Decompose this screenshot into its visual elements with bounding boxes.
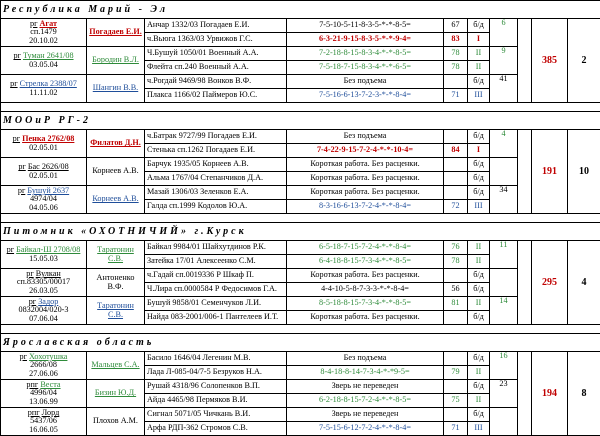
dog-cell bbox=[1, 47, 87, 75]
degree-cell: б/д bbox=[468, 158, 490, 172]
hound-cell: Альма 1767/04 Степанчиков Д.А. bbox=[145, 172, 287, 186]
dog-birthdate: 27.06.06 bbox=[3, 370, 84, 378]
result-row bbox=[1, 19, 600, 33]
result-row bbox=[1, 75, 600, 89]
section-gap-cell bbox=[1, 214, 600, 223]
judge-cell: Корнеев А.В. bbox=[87, 186, 145, 214]
hound-cell: Рушай 4318/96 Солопенков В.П. bbox=[145, 380, 287, 394]
hound-cell: Айда 4465/98 Пермяков В.И. bbox=[145, 394, 287, 408]
dog-name: Задор bbox=[38, 297, 58, 306]
judge-cell: Погадаев Е.И. bbox=[87, 19, 145, 47]
trial-cell: Короткая работа. Без расценки. bbox=[287, 158, 444, 172]
rank-cell: 23 bbox=[490, 380, 518, 408]
dog-birthdate: 04.05.06 bbox=[3, 204, 84, 212]
hound-cell: Анчар 1332/03 Погадаев Е.И. bbox=[145, 19, 287, 33]
judge-cell: Бизин Ю.Д. bbox=[87, 380, 145, 408]
score-cell: 56 bbox=[444, 283, 468, 297]
degree-cell: II bbox=[468, 366, 490, 380]
dog-name: Вулкан bbox=[36, 269, 61, 278]
team-total: 194 bbox=[532, 352, 568, 436]
section-gap bbox=[1, 325, 600, 334]
dog-registration: 0832004/020-3 bbox=[3, 306, 84, 314]
dog-birthdate: 20.10.02 bbox=[3, 37, 84, 45]
trial-cell: Короткая работа. Без расценки. bbox=[287, 311, 444, 325]
section-title: Питомник «ОХОТНИЧИЙ» г.Курск bbox=[1, 223, 600, 241]
dog-prefix: рг bbox=[18, 162, 25, 171]
dog-birthdate: 11.11.02 bbox=[3, 89, 84, 97]
score-cell: 81 bbox=[444, 297, 468, 311]
trial-cell: 7-5-16-6-13-7-2-3-*-*-8-4= bbox=[287, 89, 444, 103]
dog-cell bbox=[1, 380, 87, 408]
trial-cell: Без подъема bbox=[287, 352, 444, 366]
rank-cell: 16 bbox=[490, 352, 518, 380]
score-cell: 78 bbox=[444, 61, 468, 75]
section-title: Республика Марий - Эл bbox=[1, 1, 600, 19]
trial-cell: Зверь не переведен bbox=[287, 408, 444, 422]
section-gap-cell bbox=[1, 103, 600, 112]
judge-cell: Антоненко В.Ф. bbox=[87, 269, 145, 297]
score-cell: 71 bbox=[444, 89, 468, 103]
score-cell bbox=[444, 186, 468, 200]
dog-cell bbox=[1, 408, 87, 436]
dog-name: Стрелка 2388/07 bbox=[20, 79, 77, 88]
degree-cell: III bbox=[468, 89, 490, 103]
result-row bbox=[1, 408, 600, 422]
dog-birthdate: 26.03.05 bbox=[3, 287, 84, 295]
score-cell: 78 bbox=[444, 255, 468, 269]
result-row bbox=[1, 297, 600, 311]
trial-cell: 6-3-21-9-15-8-3-5-*-*-9-4= bbox=[287, 33, 444, 47]
hound-cell: Бушуй 9858/01 Семенчуков Л.И. bbox=[145, 297, 287, 311]
trial-cell: Без подъема bbox=[287, 130, 444, 144]
judge-cell: Таратонин С.В. bbox=[87, 297, 145, 325]
hound-cell: Плакса 1166/02 Паймеров Ю.С. bbox=[145, 89, 287, 103]
rank-cell: 4 bbox=[490, 130, 518, 158]
trial-cell: Без подъема bbox=[287, 75, 444, 89]
dog-name: Лорд bbox=[42, 408, 60, 417]
score-cell bbox=[444, 311, 468, 325]
score-cell: 72 bbox=[444, 200, 468, 214]
score-cell bbox=[444, 75, 468, 89]
dog-name: Хохотушка bbox=[29, 352, 67, 361]
section-title: МООиР РГ-2 bbox=[1, 112, 600, 130]
dog-prefix: рг bbox=[13, 51, 20, 60]
team-total: 295 bbox=[532, 241, 568, 325]
score-cell bbox=[444, 269, 468, 283]
hound-cell: Лада Л-085-04/7-5 Безруков Н.А. bbox=[145, 366, 287, 380]
dog-prefix: рпг bbox=[28, 408, 40, 417]
dog-prefix: рг bbox=[10, 79, 17, 88]
dog-cell bbox=[1, 130, 87, 158]
score-cell bbox=[444, 408, 468, 422]
score-cell bbox=[444, 130, 468, 144]
rank-cell bbox=[490, 269, 518, 297]
dog-birthdate: 02.05.01 bbox=[3, 172, 84, 180]
judge-cell: Мальцев С.А. bbox=[87, 352, 145, 380]
dog-registration: сп.83305/00017 bbox=[3, 278, 84, 286]
score-cell: 78 bbox=[444, 47, 468, 61]
dog-birthdate: 15.05.03 bbox=[3, 255, 84, 263]
dog-cell bbox=[1, 269, 87, 297]
dog-prefix: рг bbox=[18, 186, 25, 195]
dog-prefix: рг bbox=[7, 245, 14, 254]
result-row bbox=[1, 241, 600, 255]
dog-cell bbox=[1, 241, 87, 269]
score-cell bbox=[444, 158, 468, 172]
degree-cell: II bbox=[468, 394, 490, 408]
score-cell bbox=[444, 380, 468, 394]
degree-cell: II bbox=[468, 297, 490, 311]
degree-cell: II bbox=[468, 255, 490, 269]
score-cell bbox=[444, 172, 468, 186]
hound-cell: ч.Вьюга 1363/03 Урвижов Г.С. bbox=[145, 33, 287, 47]
degree-cell: II bbox=[468, 61, 490, 75]
degree-cell: б/д bbox=[468, 130, 490, 144]
dog-registration: сп.1479 bbox=[3, 28, 84, 36]
rank-cell: 14 bbox=[490, 297, 518, 325]
team-place: 10 bbox=[568, 130, 600, 214]
trial-cell: 7-2-18-8-15-8-3-4-*-*-8-5= bbox=[287, 47, 444, 61]
judge-cell: Бородин В.Л. bbox=[87, 47, 145, 75]
dog-name: Бушуй 2637 bbox=[27, 186, 69, 195]
dog-prefix: рг bbox=[26, 269, 33, 278]
trial-cell: Зверь не переведен bbox=[287, 380, 444, 394]
section-header-row bbox=[1, 334, 600, 352]
team-total: 385 bbox=[532, 19, 568, 103]
section-header-row bbox=[1, 223, 600, 241]
hound-cell: Басило 1646/04 Легенин М.В. bbox=[145, 352, 287, 366]
dog-birthdate: 13.06.99 bbox=[3, 398, 84, 406]
trial-cell: 6-4-18-8-15-7-3-4-*-*-8-5= bbox=[287, 255, 444, 269]
team-place: 4 bbox=[568, 241, 600, 325]
dog-cell bbox=[1, 19, 87, 47]
dog-birthdate: 02.05.01 bbox=[3, 144, 84, 152]
hound-cell: Мазай 1306/03 Зеленков Е.А. bbox=[145, 186, 287, 200]
degree-cell: I bbox=[468, 33, 490, 47]
result-row bbox=[1, 352, 600, 366]
degree-cell: II bbox=[468, 241, 490, 255]
hound-cell: Ч.Лира сп.0000584 Р Федосимов Г.А. bbox=[145, 283, 287, 297]
result-row bbox=[1, 269, 600, 283]
hound-cell: ч.Гадай сп.0019336 Р Шкаф П. bbox=[145, 269, 287, 283]
section-gap bbox=[1, 214, 600, 223]
hound-cell: Галда сп.1999 Кодолов Ю.А. bbox=[145, 200, 287, 214]
dog-registration: 2666/08 bbox=[3, 361, 84, 369]
score-cell: 84 bbox=[444, 144, 468, 158]
hound-cell: Арфа РДП-362 Стромов С.В. bbox=[145, 422, 287, 436]
spacer-cell bbox=[518, 241, 532, 325]
trial-cell: 7-5-10-5-11-8-3-5-*-*-8-5= bbox=[287, 19, 444, 33]
judge-cell: Филатов Д.Н. bbox=[87, 130, 145, 158]
rank-cell: 11 bbox=[490, 241, 518, 269]
dog-name: Веста bbox=[40, 380, 60, 389]
rank-cell: 34 bbox=[490, 186, 518, 214]
result-row bbox=[1, 47, 600, 61]
spacer-cell bbox=[518, 130, 532, 214]
dog-birthdate: 07.06.04 bbox=[3, 315, 84, 323]
hound-cell: Флейта сп.240 Военный А.А. bbox=[145, 61, 287, 75]
judge-cell: Корнеев А.В. bbox=[87, 158, 145, 186]
section-header-row bbox=[1, 112, 600, 130]
dog-name: Агат bbox=[39, 19, 57, 28]
hound-cell: Стенька сп.1262 Погадаев Е.И. bbox=[145, 144, 287, 158]
degree-cell: б/д bbox=[468, 75, 490, 89]
score-cell: 71 bbox=[444, 422, 468, 436]
team-total: 191 bbox=[532, 130, 568, 214]
judge-cell: Плохов А.М. bbox=[87, 408, 145, 436]
hound-cell: Сигнал 5071/05 Чичкань В.И. bbox=[145, 408, 287, 422]
dog-prefix: рг bbox=[13, 134, 20, 143]
dog-birthdate: 03.05.04 bbox=[3, 61, 84, 69]
score-cell: 83 bbox=[444, 33, 468, 47]
score-cell bbox=[444, 352, 468, 366]
dog-birthdate: 16.06.05 bbox=[3, 426, 84, 434]
dog-cell bbox=[1, 297, 87, 325]
degree-cell: б/д bbox=[468, 283, 490, 297]
hound-cell: Найда 083-2001/006-1 Пантелеев И.Т. bbox=[145, 311, 287, 325]
team-place: 8 bbox=[568, 352, 600, 436]
degree-cell: б/д bbox=[468, 408, 490, 422]
degree-cell: III bbox=[468, 200, 490, 214]
result-row bbox=[1, 186, 600, 200]
trial-cell: Короткая работа. Без расценки. bbox=[287, 269, 444, 283]
result-row bbox=[1, 130, 600, 144]
spacer-cell bbox=[518, 19, 532, 103]
trial-cell: 4-4-10-5-8-7-3-3-*-*-8-4= bbox=[287, 283, 444, 297]
rank-cell: 6 bbox=[490, 19, 518, 47]
score-cell: 79 bbox=[444, 366, 468, 380]
degree-cell: I bbox=[468, 144, 490, 158]
trial-cell: 6-2-18-8-15-7-2-4-*-*-8-5= bbox=[287, 394, 444, 408]
degree-cell: III bbox=[468, 422, 490, 436]
result-row bbox=[1, 380, 600, 394]
section-gap bbox=[1, 103, 600, 112]
dog-name: Байкал-Ш 2708/08 bbox=[16, 245, 80, 254]
rank-cell: 9 bbox=[490, 47, 518, 75]
trial-cell: Короткая работа. Без расценки. bbox=[287, 186, 444, 200]
degree-cell: б/д bbox=[468, 380, 490, 394]
trial-cell: 7-5-15-6-12-7-2-4-*-*-8-4= bbox=[287, 422, 444, 436]
judge-cell: Шангин В.В. bbox=[87, 75, 145, 103]
trial-cell: 6-5-18-7-15-7-2-4-*-*-8-4= bbox=[287, 241, 444, 255]
section-title: Ярославская область bbox=[1, 334, 600, 352]
dog-prefix: рг bbox=[20, 352, 27, 361]
degree-cell: б/д bbox=[468, 19, 490, 33]
hound-cell: Байкал 9984/01 Шайхутдинов Р.К. bbox=[145, 241, 287, 255]
degree-cell: II bbox=[468, 47, 490, 61]
degree-cell: б/д bbox=[468, 172, 490, 186]
dog-cell bbox=[1, 186, 87, 214]
trial-cell: 8-3-16-6-13-7-2-4-*-*-8-4= bbox=[287, 200, 444, 214]
trial-cell: 8-4-18-8-14-7-3-4-*-*9-5= bbox=[287, 366, 444, 380]
section-gap-cell bbox=[1, 325, 600, 334]
trial-cell: 8-5-18-8-15-7-3-4-*-*-8-5= bbox=[287, 297, 444, 311]
dog-prefix: рг bbox=[29, 297, 36, 306]
dog-registration: 4974/04 bbox=[3, 195, 84, 203]
dog-cell bbox=[1, 352, 87, 380]
degree-cell: б/д bbox=[468, 269, 490, 283]
dog-registration: 4996/04 bbox=[3, 389, 84, 397]
hound-cell: Ч.Бушуй 1050/01 Военный А.А. bbox=[145, 47, 287, 61]
result-row bbox=[1, 158, 600, 172]
rank-cell bbox=[490, 408, 518, 436]
degree-cell: б/д bbox=[468, 186, 490, 200]
hound-cell: ч.Батрак 9727/99 Погадаев Е.И. bbox=[145, 130, 287, 144]
judge-cell: Таратонин С.В. bbox=[87, 241, 145, 269]
dog-name: Пенка 2762/08 bbox=[22, 134, 74, 143]
score-cell: 75 bbox=[444, 394, 468, 408]
trial-cell: 7-5-18-7-15-8-3-4-*-*-6-5= bbox=[287, 61, 444, 75]
hound-cell: Затейка 17/01 Алексеенко С.М. bbox=[145, 255, 287, 269]
hound-cell: ч.Рогдай 9469/98 Вонков В.Ф. bbox=[145, 75, 287, 89]
dog-prefix: рпг bbox=[26, 380, 38, 389]
degree-cell: б/д bbox=[468, 311, 490, 325]
results-body bbox=[1, 1, 600, 436]
hound-cell: Барчук 1935/05 Корнеев А.В. bbox=[145, 158, 287, 172]
team-place: 2 bbox=[568, 19, 600, 103]
score-cell: 67 bbox=[444, 19, 468, 33]
section-header-row bbox=[1, 1, 600, 19]
degree-cell: б/д bbox=[468, 352, 490, 366]
dog-name: Туман 2641/08 bbox=[23, 51, 74, 60]
rank-cell: 41 bbox=[490, 75, 518, 103]
trial-cell: 7-4-22-9-15-7-2-4-*-*-10-4= bbox=[287, 144, 444, 158]
trial-cell: Короткая работа. Без расценки. bbox=[287, 172, 444, 186]
dog-registration: 5437/06 bbox=[3, 417, 84, 425]
score-cell: 76 bbox=[444, 241, 468, 255]
rank-cell bbox=[490, 158, 518, 186]
dog-name: Бас 2626/08 bbox=[28, 162, 69, 171]
dog-cell bbox=[1, 158, 87, 186]
dog-cell bbox=[1, 75, 87, 103]
dog-prefix: рг bbox=[30, 19, 37, 28]
spacer-cell bbox=[518, 352, 532, 436]
